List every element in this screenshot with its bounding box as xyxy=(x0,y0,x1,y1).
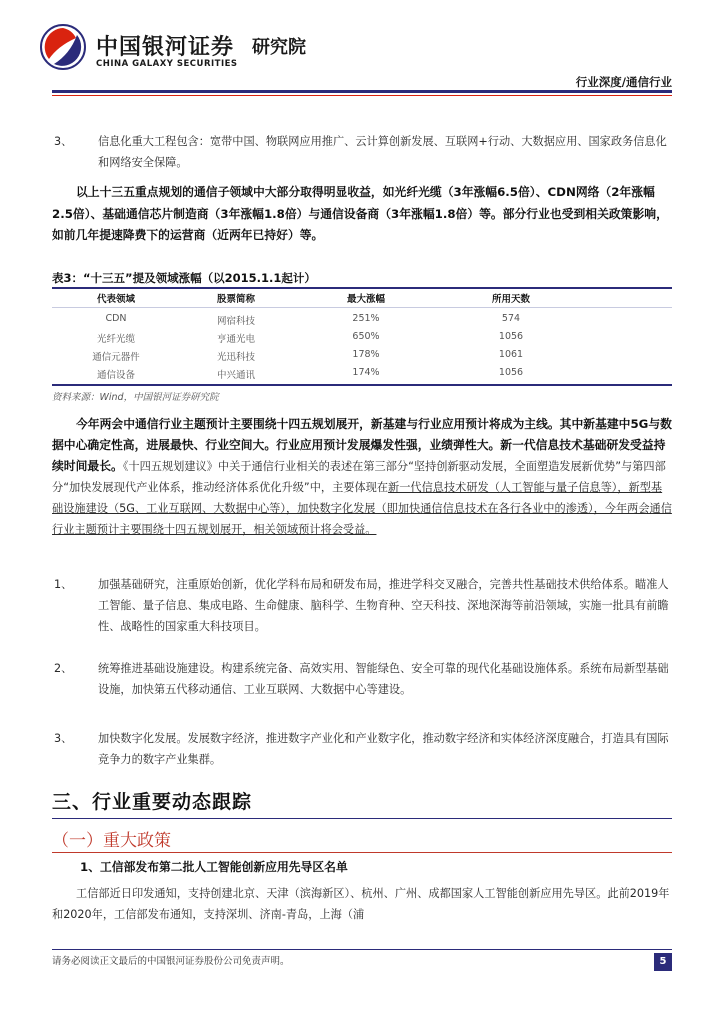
body-paragraph xyxy=(52,414,672,540)
body-paragraph-text: 《十四五规划建议》中关于通信行业相关的表述在第三部分“坚持创新驱动发展，全面塑造发展新优势”与第四部分“加快发展现代产业体系，推动经济体系优化升级”中，主要体现在 xyxy=(52,460,666,494)
table-cell: 1061 xyxy=(498,349,524,360)
list-number: 3、 xyxy=(54,732,73,745)
table-cell: 亨通光电 xyxy=(216,334,255,345)
table-header-cell: 最大涨幅 xyxy=(346,294,385,305)
summary-paragraph: 以上十三五重点规划的通信子领域中大部分取得明显收益，如光纤光缆（3年涨幅6.5倍）、CDN网络（2年涨幅2.5倍）、基础通信芯片制造商（3年涨幅1.8倍）与通信设备商（3年涨幅1.8倍）等。部分行业也受到相关政策影响，如前几年提速降费下的运营商（近两年已持好）等。 xyxy=(52,185,668,242)
list-text: 信息化重大工程包含：宽带中国、物联网应用推广、云计算创新发展、互联网+行动、大数据应用、国家政务信息化和网络安全保障。 xyxy=(98,135,667,169)
logo-text-english: CHINA GALAXY SECURITIES xyxy=(96,59,238,69)
footer-rule xyxy=(52,949,672,950)
list-item xyxy=(54,574,672,637)
table-cell: 1056 xyxy=(498,331,524,342)
table-cell: 通信设备 xyxy=(96,370,135,381)
table-header-rule xyxy=(52,307,672,308)
body-paragraph: 工信部近日印发通知，支持创建北京、天津（滨海新区）、杭州、广州、成都国家人工智能创新应用先导区。此前2019年和2020年，工信部发布通知，支持深圳、济南-青岛，上海（浦 xyxy=(52,887,670,921)
table-bottom-rule xyxy=(52,384,672,386)
list-text: 加强基础研究，注重原始创新，优化学科布局和研发布局，推进学科交叉融合，完善共性基础技术供给体系。瞄准人工智能、量子信息、集成电路、生命健康、脑科学、生物育种、空天科技、深地深海等前沿领域，实施一批具有前瞻性、战略性的国家重大科技项目。 xyxy=(98,578,669,633)
table-cell: 网宿科技 xyxy=(216,316,255,327)
table-source-note: 资料来源：Wind，中国银河证券研究院 xyxy=(52,392,219,403)
table-header-cell: 代表领域 xyxy=(96,294,135,305)
institute-label: 研究院 xyxy=(252,37,306,58)
section-rule xyxy=(52,818,672,819)
table-cell: 178% xyxy=(352,349,380,360)
table-cell: 中兴通讯 xyxy=(216,370,255,381)
body-paragraph-bold: 今年两会中通信行业主题预计主要围绕十四五规划展开，新基建与行业应用预计将成为主线。其中新基建中5G与数据中心确定性高，进展最快、行业空间大。行业应用预计发展爆发性强，业绩弹性大。新一代信息技术基础研发受益持续时间最长。 xyxy=(52,417,672,473)
header-rule-accent xyxy=(52,95,672,96)
logo-mark xyxy=(40,24,86,70)
section-heading: 三、行业重要动态跟踪 xyxy=(52,791,253,813)
list-text: 统筹推进基础设施建设。构建系统完备、高效实用、智能绿色、安全可靠的现代化基础设施体系。系统布局新型基础设施，加快第五代移动通信、工业互联网、大数据中心等建设。 xyxy=(98,662,669,696)
list-item xyxy=(54,728,672,770)
list-item xyxy=(54,658,672,700)
table-cell: 光纤光缆 xyxy=(96,334,135,345)
table-cell: 光迅科技 xyxy=(216,352,255,363)
table-cell: 1056 xyxy=(498,367,524,378)
item-title: 1、工信部发布第二批人工智能创新应用先导区名单 xyxy=(80,860,348,874)
table-cell: CDN xyxy=(105,313,127,324)
table-cell: 650% xyxy=(352,331,380,342)
table-cell: 通信元器件 xyxy=(92,352,140,363)
table-header-cell: 所用天数 xyxy=(491,294,530,305)
header-rule xyxy=(52,90,672,93)
list-number: 2、 xyxy=(54,662,73,675)
page-number: 5 xyxy=(654,953,672,971)
table-top-rule xyxy=(52,287,672,289)
list-number: 1、 xyxy=(54,578,73,591)
table-title: 表3：“十三五”提及领域涨幅（以2015.1.1起计） xyxy=(52,271,316,285)
report-category-tag: 行业深度/通信行业 xyxy=(575,75,672,89)
logo-text-chinese: 中国银河证券 xyxy=(96,35,235,60)
list-item xyxy=(54,131,672,173)
table-cell: 174% xyxy=(352,367,380,378)
body-paragraph-underlined: 新一代信息技术研发（人工智能与量子信息等），新型基础设施建设（5G、工业互联网、大数据中心等），加快数字化发展（即加快通信信息技术在各行各业中的渗透），今年两会通信行业主题预计主要围绕十四五规划展开，相关领域预计将会受益。 xyxy=(52,481,672,536)
subsection-rule xyxy=(52,852,672,853)
table-cell: 574 xyxy=(501,313,521,324)
table-header-cell: 股票简称 xyxy=(216,294,255,305)
footer-disclaimer: 请务必阅读正文最后的中国银河证券股份公司免责声明。 xyxy=(52,956,290,967)
list-text: 加快数字化发展。发展数字经济，推进数字产业化和产业数字化，推动数字经济和实体经济深度融合，打造具有国际竞争力的数字产业集群。 xyxy=(98,732,669,766)
table-cell: 251% xyxy=(352,313,380,324)
subsection-heading: （一）重大政策 xyxy=(52,831,171,851)
list-number: 3、 xyxy=(54,135,73,148)
